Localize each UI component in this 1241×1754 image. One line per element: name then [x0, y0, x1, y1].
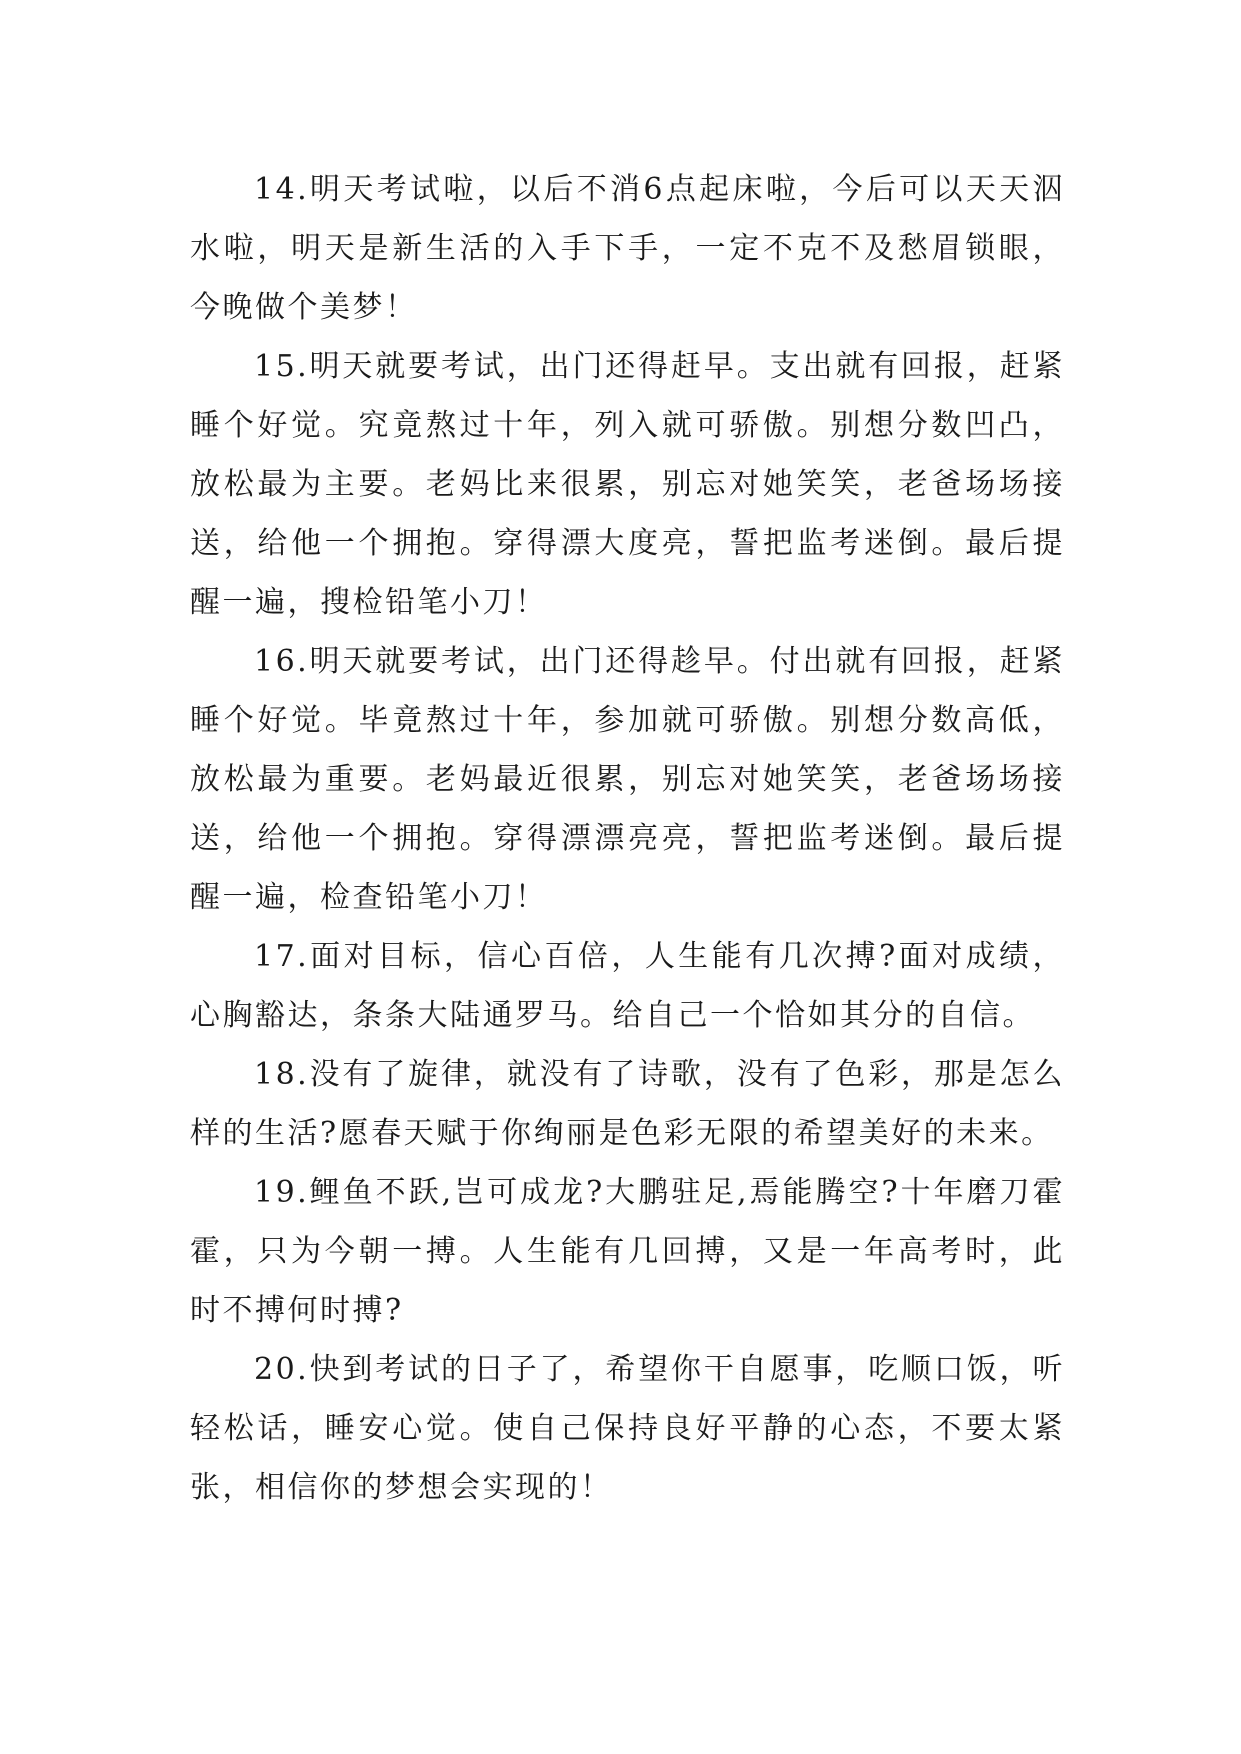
paragraph-20: 20.快到考试的日子了，希望你干自愿事，吃顺口饭，听轻松话，睡安心觉。使自己保持良好平静的心态，不要太紧张，相信你的梦想会实现的！: [190, 1352, 1065, 1505]
paragraph-19: 19.鲤鱼不跃,岂可成龙?大鹏驻足,焉能腾空?十年磨刀霍霍，只为今朝一搏。人生能有几回搏，又是一年高考时，此时不搏何时搏?: [190, 1175, 1065, 1328]
paragraph-17: 17.面对目标，信心百倍，人生能有几次搏?面对成绩，心胸豁达，条条大陆通罗马。给自己一个恰如其分的自信。: [190, 939, 1065, 1033]
paragraph-16: 16.明天就要考试，出门还得趁早。付出就有回报，赶紧睡个好觉。毕竟熬过十年，参加就可骄傲。别想分数高低，放松最为重要。老妈最近很累，别忘对她笑笑，老爸场场接送，给他一个拥抱。穿得漂漂亮亮，誓把监考迷倒。最后提醒一遍，检查铅笔小刀！: [190, 644, 1065, 915]
paragraph-15: 15.明天就要考试，出门还得赶早。支出就有回报，赶紧睡个好觉。究竟熬过十年，列入就可骄傲。别想分数凹凸，放松最为主要。老妈比来很累，别忘对她笑笑，老爸场场接送，给他一个拥抱。穿得漂大度亮，誓把监考迷倒。最后提醒一遍，搜检铅笔小刀！: [190, 349, 1065, 620]
document-body: [190, 160, 1065, 1517]
paragraph-14: 14.明天考试啦，以后不消6点起床啦，今后可以天天泅水啦，明天是新生活的入手下手，一定不克不及愁眉锁眼，今晚做个美梦！: [190, 172, 1065, 325]
paragraph-18: 18.没有了旋律，就没有了诗歌，没有了色彩，那是怎么样的生活?愿春天赋于你绚丽是色彩无限的希望美好的未来。: [190, 1057, 1065, 1151]
